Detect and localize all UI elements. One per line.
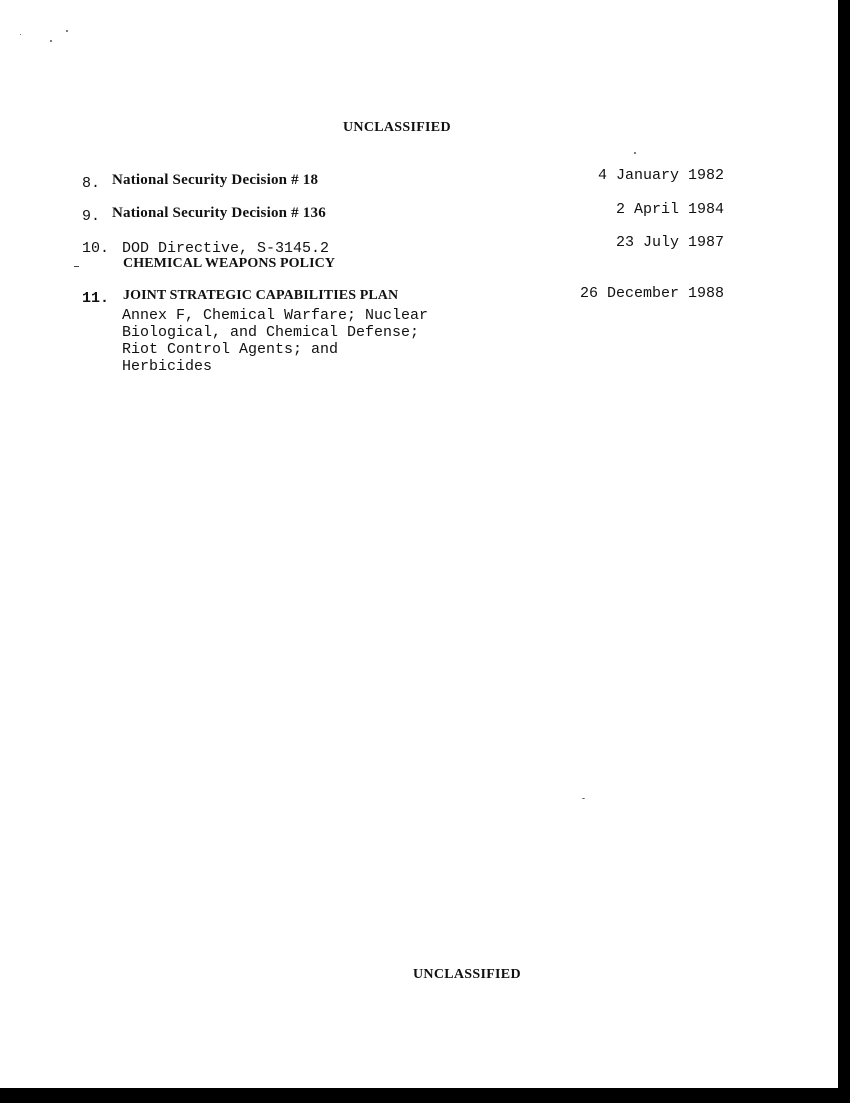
item-subtitle: CHEMICAL WEAPONS POLICY	[123, 256, 336, 271]
scan-speck	[634, 152, 636, 154]
scan-speck	[50, 40, 52, 42]
item-detail-line: Herbicides	[122, 358, 213, 375]
item-title: National Security Decision # 18	[112, 172, 319, 188]
item-number: 10.	[82, 240, 110, 257]
scan-speck	[66, 30, 68, 32]
margin-mark	[74, 266, 79, 267]
item-detail-line: Annex F, Chemical Warfare; Nuclear	[122, 307, 429, 324]
item-date: 4 January 1982	[597, 167, 724, 184]
footer-classification: UNCLASSIFIED	[413, 967, 521, 982]
item-date: 26 December 1988	[579, 285, 724, 302]
item-number: 11.	[82, 290, 110, 307]
item-date: 23 July 1987	[615, 234, 724, 251]
item-date: 2 April 1984	[615, 201, 724, 218]
item-number: 9.	[82, 208, 101, 225]
scan-speck	[582, 798, 585, 799]
item-title: DOD Directive, S-3145.2	[122, 240, 330, 257]
item-title: National Security Decision # 136	[112, 205, 326, 221]
item-detail-line: Biological, and Chemical Defense;	[122, 324, 420, 341]
header-classification: UNCLASSIFIED	[343, 120, 451, 135]
scan-speck	[20, 34, 21, 35]
item-detail-line: Riot Control Agents; and	[122, 341, 339, 358]
item-title: JOINT STRATEGIC CAPABILITIES PLAN	[123, 288, 399, 303]
item-number: 8.	[82, 175, 101, 192]
